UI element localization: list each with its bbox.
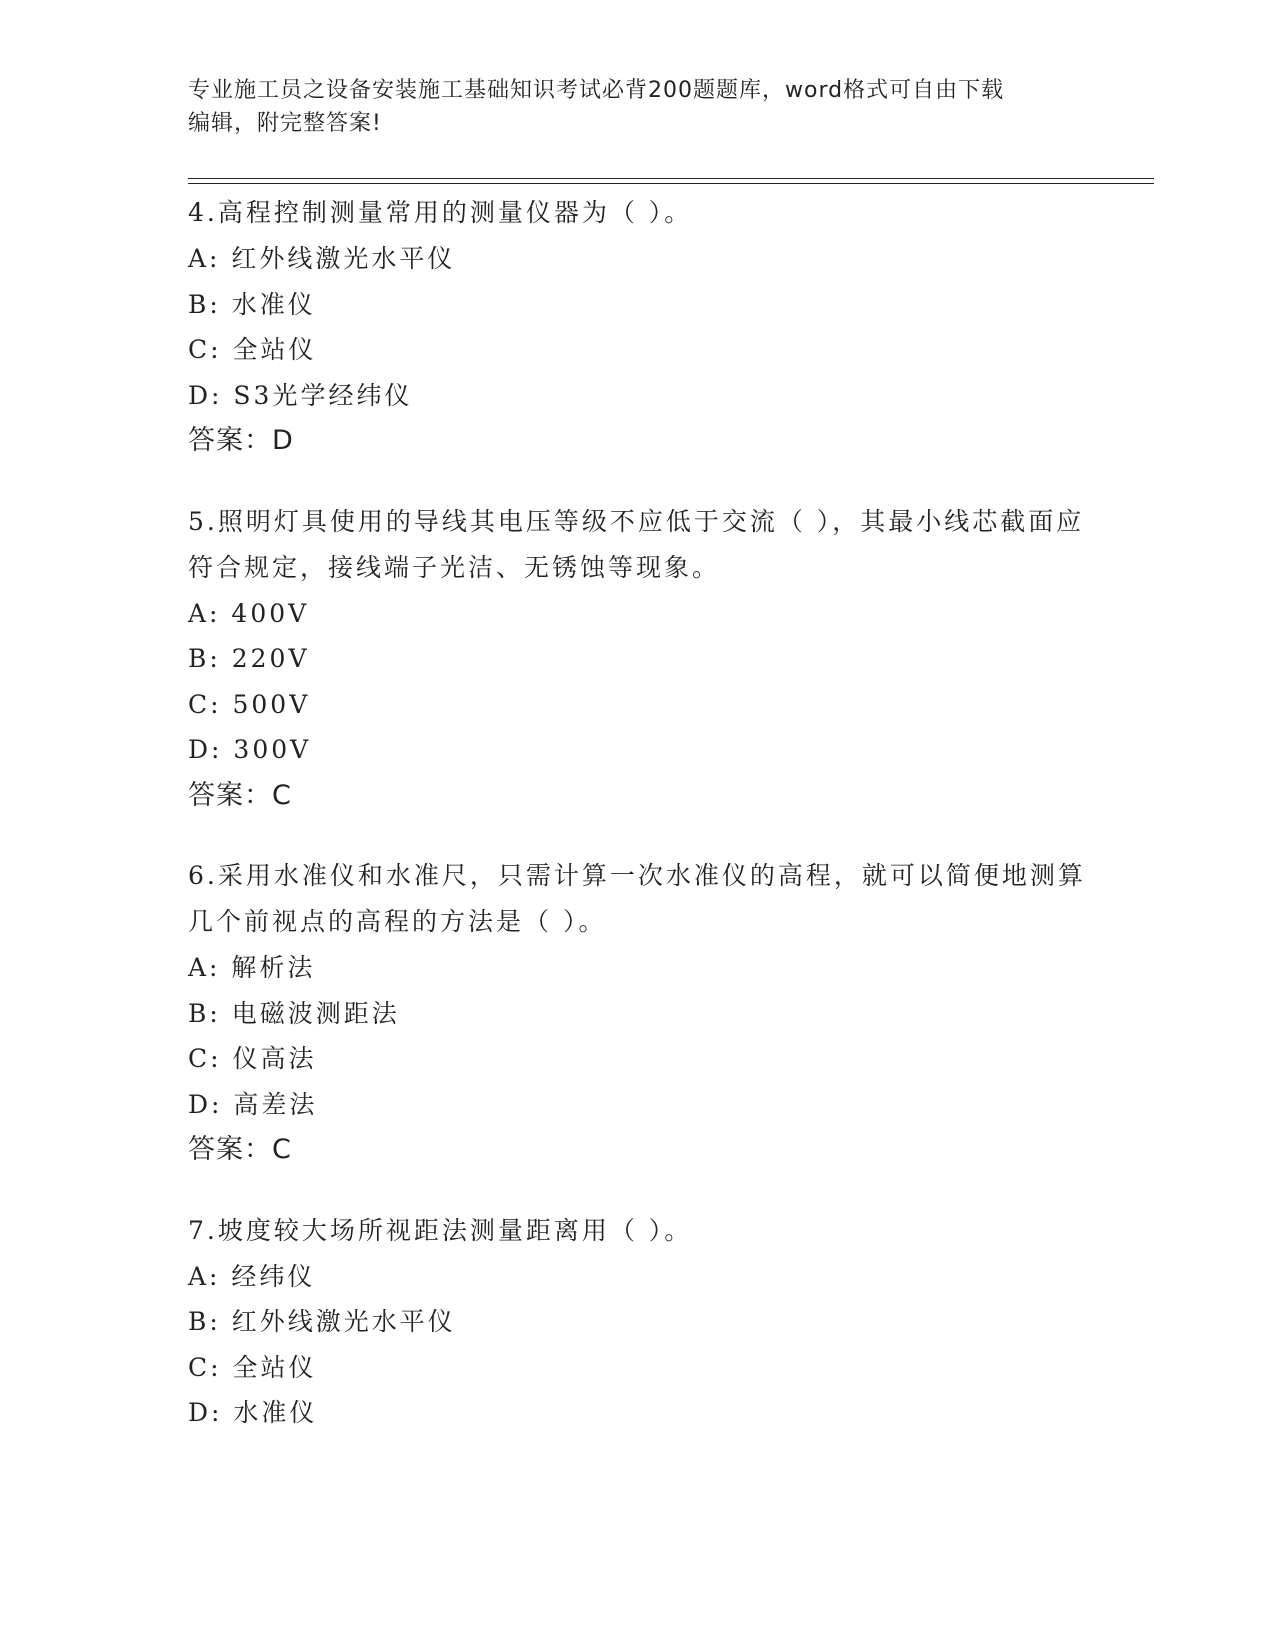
question-stem: 7.坡度较大场所视距法测量距离用（ ）。 xyxy=(188,1215,693,1245)
answer-line: 答案：C xyxy=(188,1134,292,1165)
option-c: C: 500V xyxy=(188,689,311,719)
option-a: A: 经纬仪 xyxy=(188,1261,316,1291)
header-divider-bottom xyxy=(188,183,1154,184)
question-stem: 4.高程控制测量常用的测量仪器为（ ）。 xyxy=(188,198,693,227)
option-c: C: 全站仪 xyxy=(188,335,317,364)
option-a: A: 解析法 xyxy=(188,953,316,982)
header-line-2: 编辑，附完整答案! xyxy=(188,111,382,136)
question-4 xyxy=(188,190,1088,464)
question-list xyxy=(188,190,1088,1471)
option-d: D: S3光学经纬仪 xyxy=(188,380,413,410)
option-b: B: 水准仪 xyxy=(188,289,316,319)
question-stem: 6.采用水准仪和水准尺，只需计算一次水准仪的高程，就可以简便地测算几个前视点的高程的方法是（ ）。 xyxy=(188,861,1086,936)
option-a: A: 红外线激光水平仪 xyxy=(188,244,456,273)
option-d: D: 高差法 xyxy=(188,1089,318,1119)
question-6 xyxy=(188,853,1088,1173)
question-7 xyxy=(188,1208,1088,1436)
option-b: B: 电磁波测距法 xyxy=(188,998,400,1028)
option-a: A: 400V xyxy=(188,598,310,628)
answer-line: 答案：D xyxy=(188,425,294,456)
option-c: C: 全站仪 xyxy=(188,1352,317,1382)
header-line-1: 专业施工员之设备安装施工基础知识考试必背200题题库，word格式可自由下载 xyxy=(188,78,1005,103)
option-b: B: 红外线激光水平仪 xyxy=(188,1307,456,1336)
question-5 xyxy=(188,499,1088,819)
option-c: C: 仪高法 xyxy=(188,1044,317,1073)
option-d: D: 300V xyxy=(188,735,312,764)
answer-line: 答案：C xyxy=(188,779,292,811)
option-d: D: 水准仪 xyxy=(188,1398,318,1427)
question-stem: 5.照明灯具使用的导线其电压等级不应低于交流（ ），其最小线芯截面应符合规定，接线端子光洁、无锈蚀等现象。 xyxy=(188,506,1085,582)
option-b: B: 220V xyxy=(188,644,310,673)
document-header xyxy=(188,74,1088,140)
header-divider-top xyxy=(188,178,1154,179)
